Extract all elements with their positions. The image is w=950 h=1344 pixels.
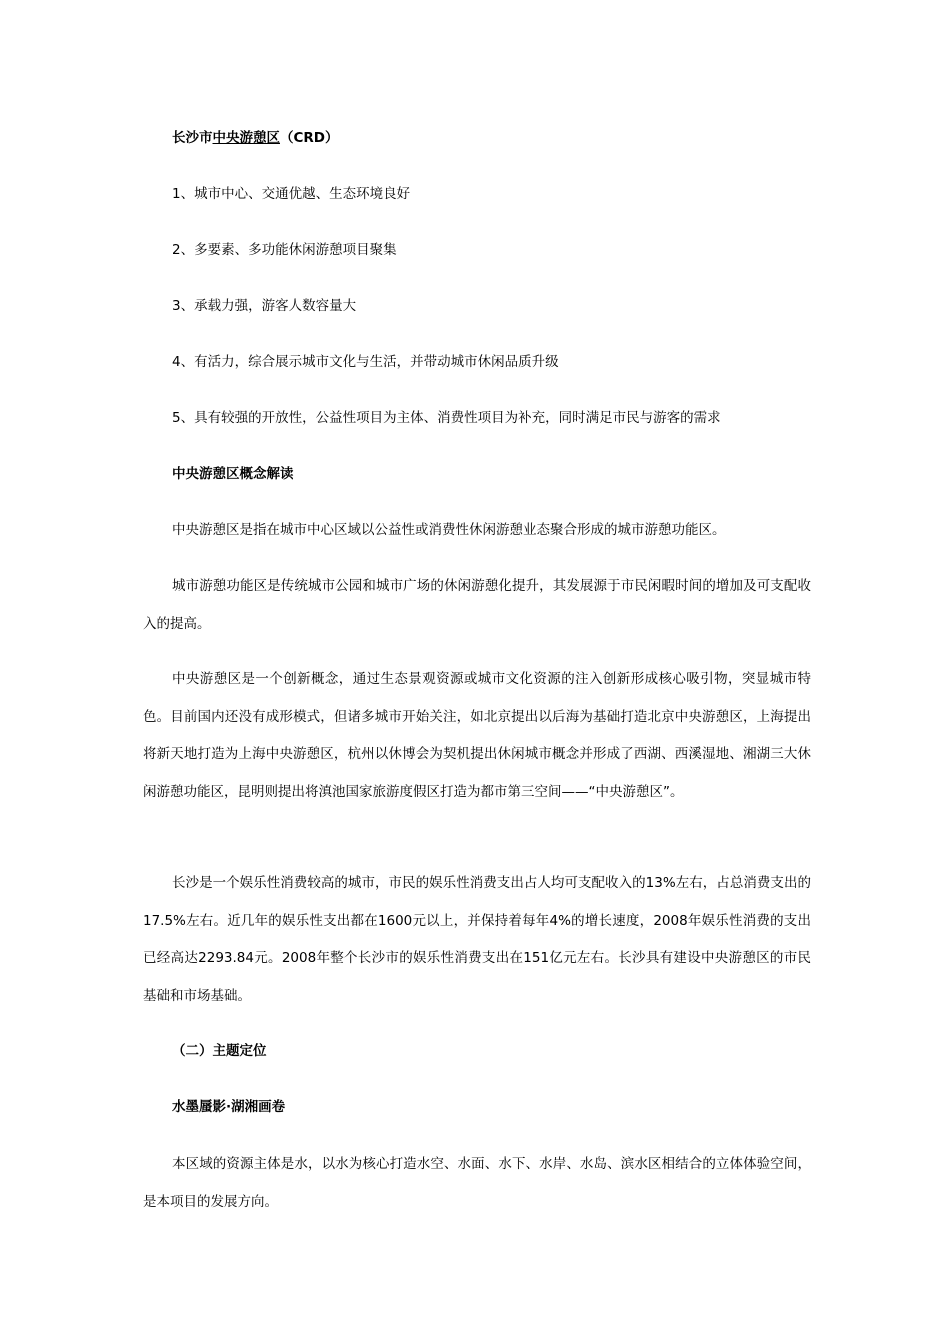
heading-underlined-term: 中央游憩区 <box>212 130 280 146</box>
theme-title: 水墨蜃影·湖湘画卷 <box>172 1099 286 1115</box>
section-heading-theme: （二）主题定位 <box>172 1043 267 1059</box>
heading-suffix: （CRD） <box>280 130 339 146</box>
heading-prefix: 长沙市 <box>172 130 213 146</box>
list-item: 5、具有较强的开放性，公益性项目为主体、消费性项目为补充，同时满足市民与游客的需求 <box>172 410 721 426</box>
section-heading-concept: 中央游憩区概念解读 <box>172 466 294 482</box>
list-item: 1、城市中心、交通优越、生态环境良好 <box>172 186 411 202</box>
heading-changsha-crd <box>172 129 339 147</box>
paragraph: 中央游憩区是一个创新概念，通过生态景观资源或城市文化资源的注入创新形成核心吸引物，突显城市特色。目前国内还没有成形模式，但诸多城市开始关注，如北京提出以后海为基础打造北京中央游憩区，上海提出将新天地打造为上海中央游憩区，杭州以休博会为契机提出休闲城市概念并形成了西湖、西溪湿地、湘湖三大休闲游憩功能区，昆明则提出将滇池国家旅游度假区打造为都市第三空间——“中央游憩区”。 <box>143 671 811 800</box>
paragraph: 城市游憩功能区是传统城市公园和城市广场的休闲游憩化提升，其发展源于市民闲暇时间的增加及可支配收入的提高。 <box>143 578 811 632</box>
list-item: 4、有活力，综合展示城市文化与生活，并带动城市休闲品质升级 <box>172 354 559 370</box>
list-item: 2、多要素、多功能休闲游憩项目聚集 <box>172 242 397 258</box>
list-item: 3、承载力强，游客人数容量大 <box>172 298 357 314</box>
paragraph: 中央游憩区是指在城市中心区域以公益性或消费性休闲游憩业态聚合形成的城市游憩功能区。 <box>172 522 726 538</box>
paragraph: 本区域的资源主体是水，以水为核心打造水空、水面、水下、水岸、水岛、滨水区相结合的立体体验空间，是本项目的发展方向。 <box>143 1156 811 1210</box>
paragraph: 长沙是一个娱乐性消费较高的城市，市民的娱乐性消费支出占人均可支配收入的13%左右，占总消费支出的17.5%左右。近几年的娱乐性支出都在1600元以上，并保持着每年4%的增长速度，2008年娱乐性消费的支出已经高达2293.84元。2008年整个长沙市的娱乐性消费支出在151亿元左右。长沙具有建设中央游憩区的市民基础和市场基础。 <box>143 875 811 1004</box>
